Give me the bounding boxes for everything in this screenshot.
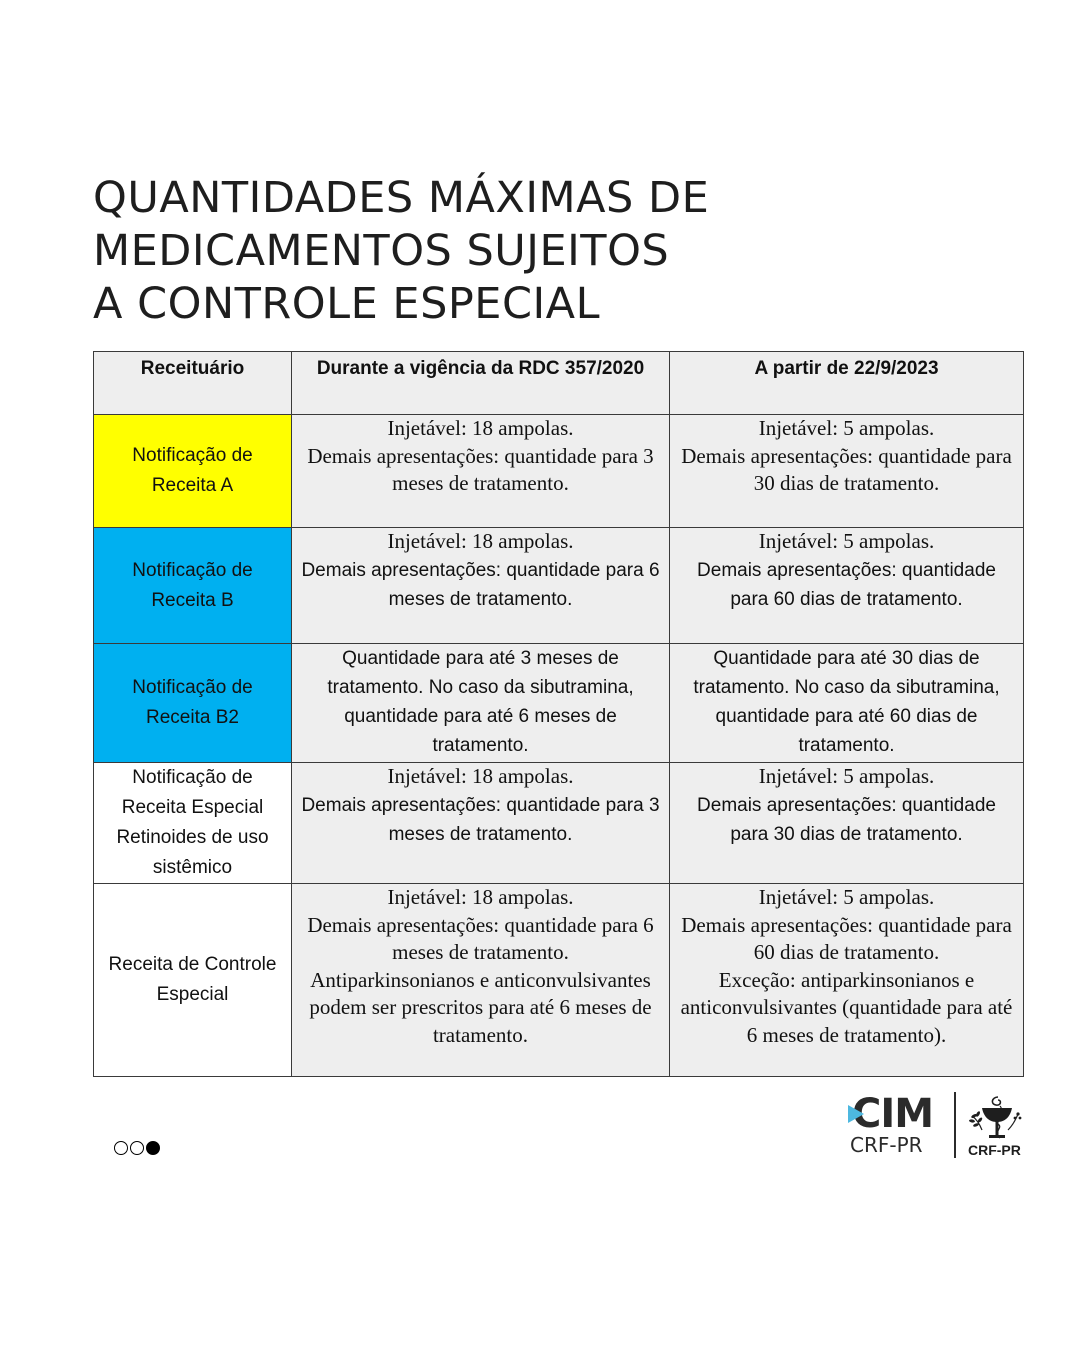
- cim-logo-subtitle: CRF-PR: [850, 1133, 923, 1157]
- cell-text: Injetável: 5 ampolas.: [758, 764, 935, 788]
- table-row: [94, 644, 1024, 763]
- table-header-row: [94, 352, 1024, 415]
- carousel-pagination: [114, 1141, 160, 1155]
- page-title: [93, 172, 709, 331]
- table-row: [94, 763, 1024, 884]
- cell-text: Injetável: 18 ampolas.: [387, 529, 574, 553]
- page-dot-2[interactable]: [130, 1141, 144, 1155]
- row-label-retinoides: Notificação de Receita Especial Retinoides de uso sistêmico: [94, 763, 292, 884]
- play-triangle-icon: [848, 1105, 864, 1123]
- cell-after: [670, 763, 1024, 884]
- cell-during: [292, 884, 670, 1077]
- cell-after: [670, 528, 1024, 644]
- cell-text: Demais apresentações: quantidade para 3 meses de tratamento.: [301, 794, 660, 845]
- footer-logos: [848, 1092, 1028, 1162]
- title-line-2: MEDICAMENTOS SUJEITOS: [93, 226, 670, 276]
- cell-text: Injetável: 18 ampolas.: [387, 416, 574, 440]
- cell-text: Injetável: 18 ampolas.: [387, 764, 574, 788]
- cell-text: Demais apresentações: quantidade para 30 dias de tratamento.: [681, 443, 1012, 495]
- table-row: [94, 884, 1024, 1077]
- row-label-receita-a: Notificação de Receita A: [94, 415, 292, 528]
- cell-text: Quantidade para até 30 dias de tratamento. No caso da sibutramina, quantidade para até 60 dias de tratamento.: [693, 648, 1000, 756]
- cell-during: [292, 644, 670, 763]
- cell-text: Quantidade para até 3 meses de tratamento. No caso da sibutramina, quantidade para até 6 meses de tratamento.: [327, 648, 634, 756]
- table-row: [94, 528, 1024, 644]
- bowl-of-hygieia-icon: [968, 1094, 1024, 1142]
- cell-text: Antiparkinsonianos e anticonvulsivantes podem ser prescritos para até 6 meses de tratamento.: [309, 967, 652, 1047]
- cell-text: Injetável: 5 ampolas.: [758, 416, 935, 440]
- cell-during: [292, 528, 670, 644]
- table-row: [94, 415, 1024, 528]
- page-dot-1[interactable]: [114, 1141, 128, 1155]
- cell-text: Demais apresentações: quantidade para 30 dias de tratamento.: [697, 794, 996, 845]
- cell-text: Injetável: 18 ampolas.: [387, 885, 574, 909]
- cell-during: [292, 763, 670, 884]
- header-receituario: Receituário: [94, 352, 292, 415]
- crf-pr-logo: [968, 1094, 1024, 1160]
- cell-after: [670, 884, 1024, 1077]
- title-line-3: A CONTROLE ESPECIAL: [93, 279, 601, 329]
- row-label-controle-especial: Receita de Controle Especial: [94, 884, 292, 1077]
- cell-text: Injetável: 5 ampolas.: [758, 885, 935, 909]
- cell-after: [670, 644, 1024, 763]
- cell-text: Demais apresentações: quantidade para 6 meses de tratamento.: [307, 912, 654, 964]
- cell-text: Exceção: antiparkinsonianos e anticonvulsivantes (quantidade para até 6 meses de tratamento).: [680, 967, 1013, 1047]
- crf-pr-logo-subtitle: CRF-PR: [968, 1142, 1021, 1158]
- header-after-date: A partir de 22/9/2023: [670, 352, 1024, 415]
- header-during-rdc: Durante a vigência da RDC 357/2020: [292, 352, 670, 415]
- quantities-table: [93, 351, 1024, 1077]
- cell-during: [292, 415, 670, 528]
- page-dot-3-active[interactable]: [146, 1141, 160, 1155]
- logo-divider: [954, 1092, 956, 1158]
- cim-logo-word: CIM: [852, 1091, 934, 1137]
- cell-text: Injetável: 5 ampolas.: [758, 529, 935, 553]
- cell-text: Demais apresentações: quantidade para 60 dias de tratamento.: [697, 559, 996, 610]
- row-label-receita-b2: Notificação de Receita B2: [94, 644, 292, 763]
- title-line-1: QUANTIDADES MÁXIMAS DE: [93, 173, 710, 223]
- cell-text: Demais apresentações: quantidade para 6 meses de tratamento.: [301, 559, 660, 610]
- row-label-receita-b: Notificação de Receita B: [94, 528, 292, 644]
- cell-after: [670, 415, 1024, 528]
- quantities-table-container: [93, 351, 1023, 1077]
- cell-text: Demais apresentações: quantidade para 60 dias de tratamento.: [681, 912, 1012, 964]
- cell-text: Demais apresentações: quantidade para 3 meses de tratamento.: [307, 443, 654, 495]
